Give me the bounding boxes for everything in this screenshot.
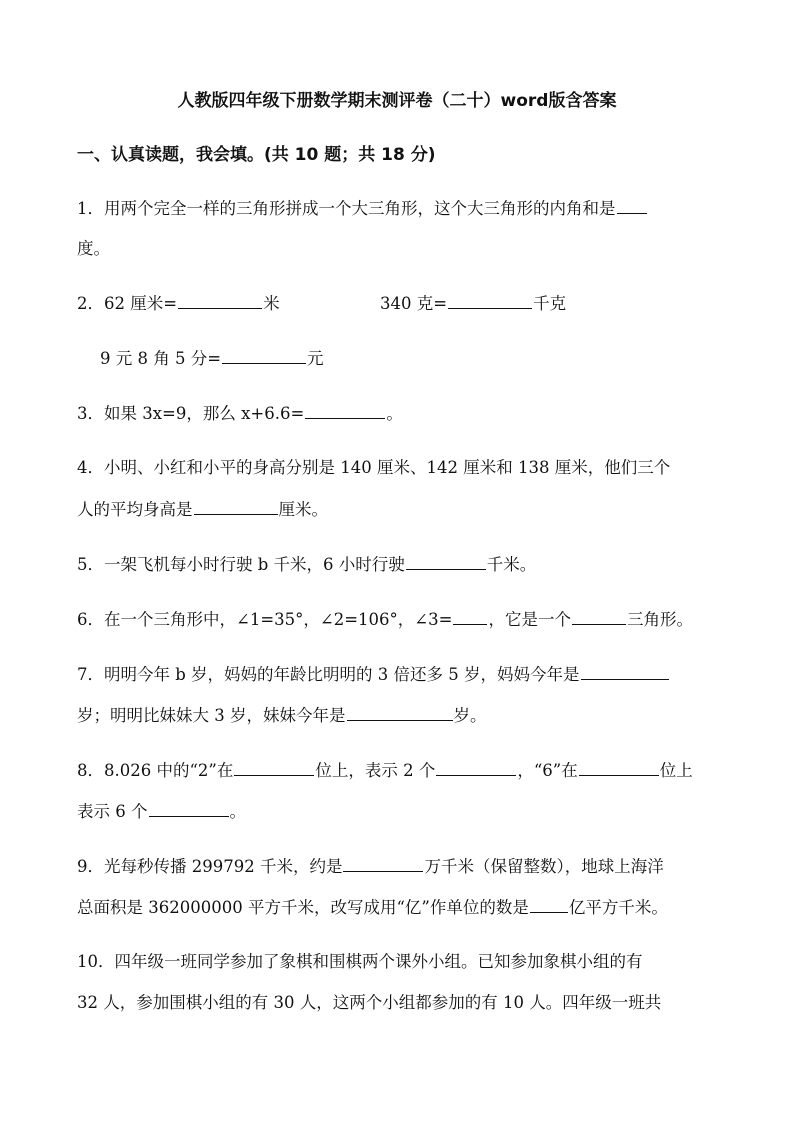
question-7-line-1: [77, 662, 722, 687]
q2-unit-2: 千克: [533, 294, 567, 313]
q3-text-end: 。: [386, 404, 403, 423]
answer-blank[interactable]: [617, 196, 647, 214]
question-8-line-2: [77, 799, 722, 824]
q6-text: 6．在一个三角形中，∠1=35°，∠2=106°，∠3=: [77, 610, 453, 629]
answer-blank[interactable]: [149, 799, 229, 817]
q8-text-3: ，“6”在: [517, 761, 578, 780]
answer-blank[interactable]: [234, 758, 314, 776]
question-9-line-2: [77, 895, 722, 920]
question-4-line-2: [77, 497, 722, 522]
answer-blank[interactable]: [579, 758, 659, 776]
answer-blank[interactable]: [194, 497, 278, 515]
q9-text: 9．光每秒传播 299792 千米，约是: [77, 857, 343, 876]
question-6: [77, 607, 722, 632]
q9-text-end: 亿平方千米。: [568, 898, 668, 917]
q8-text-end: 。: [229, 802, 246, 821]
q9-text-3: 总面积是 362000000 平方千米，改写成用“亿”作单位的数是: [77, 898, 529, 917]
question-10-line-2: [77, 991, 722, 1015]
page-title: 人教版四年级下册数学期末测评卷（二十）word版含答案: [177, 91, 617, 111]
question-5: [77, 552, 722, 577]
q8-text-5: 表示 6 个: [77, 802, 148, 821]
q9-text-2: 万千米（保留整数），地球上海洋: [424, 857, 664, 876]
answer-blank[interactable]: [436, 758, 516, 776]
answer-blank[interactable]: [572, 607, 626, 625]
q5-text: 5．一架飞机每小时行驶 b 千米，6 小时行驶: [77, 555, 405, 574]
q6-text-2: ，它是一个: [488, 610, 571, 629]
q4-text: 4．小明、小红和小平的身高分别是 140 厘米、142 厘米和 138 厘米，他们三个: [77, 458, 671, 477]
question-4-line-1: [77, 456, 722, 480]
answer-blank[interactable]: [530, 895, 568, 913]
q5-text-end: 千米。: [486, 555, 537, 574]
question-1-line-1: [77, 196, 722, 221]
answer-blank[interactable]: [581, 662, 669, 680]
q3-text: 3．如果 3x=9，那么 x+6.6=: [77, 404, 305, 423]
q2-unit-1: 米: [263, 294, 280, 313]
q1-text-end: 度。: [77, 239, 110, 258]
q8-text-2: 位上，表示 2 个: [315, 761, 436, 780]
answer-blank[interactable]: [453, 607, 487, 625]
q2-text: 2．62 厘米=: [77, 294, 178, 313]
q10-text-2: 32 人，参加围棋小组的有 30 人，这两个小组都参加的有 10 人。四年级一班共: [77, 993, 662, 1012]
q10-text: 10．四年级一班同学参加了象棋和围棋两个课外小组。已知参加象棋小组的有: [77, 952, 643, 971]
q4-text-2: 人的平均身高是: [77, 500, 193, 519]
q7-text: 7．明明今年 b 岁，妈妈的年龄比明明的 3 倍还多 5 岁，妈妈今年是: [77, 665, 580, 684]
q6-text-end: 三角形。: [626, 610, 693, 629]
q2-text-2: 340 克=: [380, 294, 448, 313]
question-1-line-2: [77, 237, 722, 261]
answer-blank[interactable]: [347, 703, 453, 721]
answer-blank[interactable]: [406, 552, 486, 570]
answer-blank[interactable]: [448, 291, 532, 309]
q1-text: 1．用两个完全一样的三角形拼成一个大三角形，这个大三角形的内角和是: [77, 199, 616, 218]
q2-part-2: [380, 291, 566, 316]
q2-text-3: 9 元 8 角 5 分=: [100, 349, 222, 368]
question-8-line-1: [77, 758, 722, 783]
answer-blank[interactable]: [305, 401, 385, 419]
q2-unit-3: 元: [307, 349, 324, 368]
question-3: [77, 401, 722, 426]
answer-blank[interactable]: [178, 291, 262, 309]
q8-text-4: 位上: [659, 761, 693, 780]
question-9-line-1: [77, 854, 722, 879]
q8-text: 8．8.026 中的“2”在: [77, 761, 234, 780]
q7-text-end: 岁。: [453, 706, 487, 725]
q4-text-end: 厘米。: [278, 500, 328, 519]
question-2-line-2: [100, 346, 745, 371]
answer-blank[interactable]: [343, 854, 423, 872]
section-heading: 一、认真读题，我会填。(共 10 题；共 18 分): [77, 145, 436, 165]
answer-blank[interactable]: [222, 346, 306, 364]
question-2-line-1: [77, 291, 722, 316]
q7-text-2: 岁；明明比妹妹大 3 岁，妹妹今年是: [77, 706, 346, 725]
question-10-line-1: [77, 950, 722, 974]
question-7-line-2: [77, 703, 722, 728]
